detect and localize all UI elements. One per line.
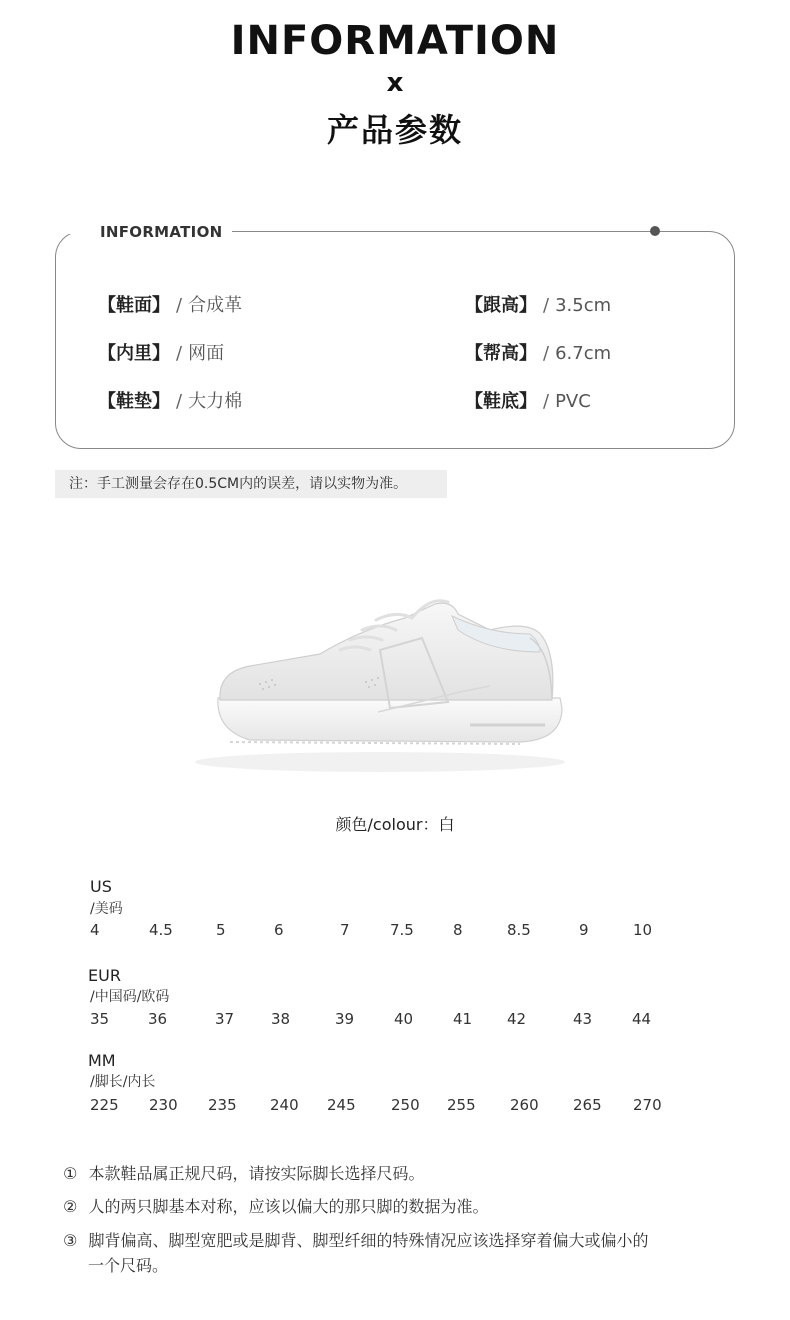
spec-key: 【内里】 xyxy=(98,343,170,364)
spec-upper xyxy=(98,291,242,317)
spec-lining xyxy=(98,339,224,365)
spec-value: 网面 xyxy=(188,343,225,364)
spec-separator: / xyxy=(543,343,550,364)
size-mm-value: 250 xyxy=(391,1096,420,1114)
spec-insole xyxy=(98,387,242,413)
size-us-value: 5 xyxy=(216,921,226,939)
info-box-top-line xyxy=(228,231,655,232)
spec-value: 合成革 xyxy=(188,295,243,316)
spec-separator: / xyxy=(176,343,183,364)
rule-number: ③ xyxy=(63,1231,78,1250)
size-mm-value: 245 xyxy=(327,1096,356,1114)
size-us-value: 4 xyxy=(90,921,100,939)
spec-separator: / xyxy=(176,391,183,412)
size-eur-value: 40 xyxy=(394,1010,414,1028)
info-box-dot xyxy=(650,226,660,236)
rule-text: 人的两只脚基本对称，应该以偏大的那只脚的数据为准。 xyxy=(88,1197,489,1216)
page-title-en: INFORMATION xyxy=(230,18,560,64)
rule-1 xyxy=(63,1161,424,1184)
sneaker-product-image xyxy=(190,590,570,780)
size-mm-value: 270 xyxy=(633,1096,662,1114)
size-eur-value: 36 xyxy=(148,1010,168,1028)
size-eur-value: 41 xyxy=(453,1010,473,1028)
size-us-sub: /美码 xyxy=(90,901,123,917)
size-us-value: 6 xyxy=(274,921,284,939)
size-mm-value: 235 xyxy=(208,1096,237,1114)
rule-number: ① xyxy=(63,1164,78,1183)
size-us-value: 7 xyxy=(340,921,350,939)
size-eur-value: 39 xyxy=(335,1010,355,1028)
spec-key: 【跟高】 xyxy=(465,295,537,316)
spec-key: 【鞋底】 xyxy=(465,391,537,412)
size-mm-value: 265 xyxy=(573,1096,602,1114)
size-us-head: US xyxy=(90,877,112,896)
spec-outsole xyxy=(465,387,591,413)
title-separator-x: x xyxy=(386,68,404,98)
size-eur-value: 37 xyxy=(215,1010,235,1028)
spec-heel-height xyxy=(465,291,611,317)
rule-number: ② xyxy=(63,1197,78,1216)
size-eur-value: 42 xyxy=(507,1010,527,1028)
size-us-value: 4.5 xyxy=(149,921,173,939)
size-eur-value: 38 xyxy=(271,1010,291,1028)
size-eur-value: 44 xyxy=(632,1010,652,1028)
size-eur-head: EUR xyxy=(88,966,121,985)
size-us-value: 7.5 xyxy=(390,921,414,939)
spec-separator: / xyxy=(543,295,550,316)
size-mm-value: 240 xyxy=(270,1096,299,1114)
colour-label: 颜色/colour：白 xyxy=(335,815,455,834)
rule-2 xyxy=(63,1194,488,1217)
size-mm-value: 255 xyxy=(447,1096,476,1114)
spec-key: 【鞋面】 xyxy=(98,295,170,316)
size-mm-sub: /脚长/内长 xyxy=(90,1074,156,1090)
spec-value: PVC xyxy=(555,391,591,412)
measurement-note: 注：手工测量会存在0.5CM内的误差，请以实物为准。 xyxy=(55,470,447,498)
size-us-value: 8 xyxy=(453,921,463,939)
page-title-cn: 产品参数 xyxy=(326,111,463,149)
spec-separator: / xyxy=(543,391,550,412)
rule-text: 本款鞋品属正规尺码，请按实际脚长选择尺码。 xyxy=(88,1164,425,1183)
size-eur-value: 43 xyxy=(573,1010,593,1028)
spec-shaft-height xyxy=(465,339,611,365)
size-us-value: 10 xyxy=(633,921,653,939)
rule-3-line2: 一个尺码。 xyxy=(88,1256,169,1275)
spec-value: 大力棉 xyxy=(188,391,243,412)
size-eur-sub: /中国码/欧码 xyxy=(90,989,170,1005)
spec-value: 6.7cm xyxy=(555,343,612,364)
size-mm-value: 225 xyxy=(90,1096,119,1114)
rule-text: 脚背偏高、脚型宽肥或是脚背、脚型纤细的特殊情况应该选择穿着偏大或偏小的 xyxy=(88,1231,649,1250)
info-box-label: INFORMATION xyxy=(90,223,232,241)
size-mm-value: 230 xyxy=(149,1096,178,1114)
spec-value: 3.5cm xyxy=(555,295,612,316)
size-eur-value: 35 xyxy=(90,1010,110,1028)
size-mm-value: 260 xyxy=(510,1096,539,1114)
size-us-value: 8.5 xyxy=(507,921,531,939)
size-us-value: 9 xyxy=(579,921,589,939)
spec-separator: / xyxy=(176,295,183,316)
size-mm-head: MM xyxy=(88,1051,116,1070)
spec-key: 【鞋垫】 xyxy=(98,391,170,412)
spec-key: 【帮高】 xyxy=(465,343,537,364)
rule-3 xyxy=(63,1228,648,1251)
